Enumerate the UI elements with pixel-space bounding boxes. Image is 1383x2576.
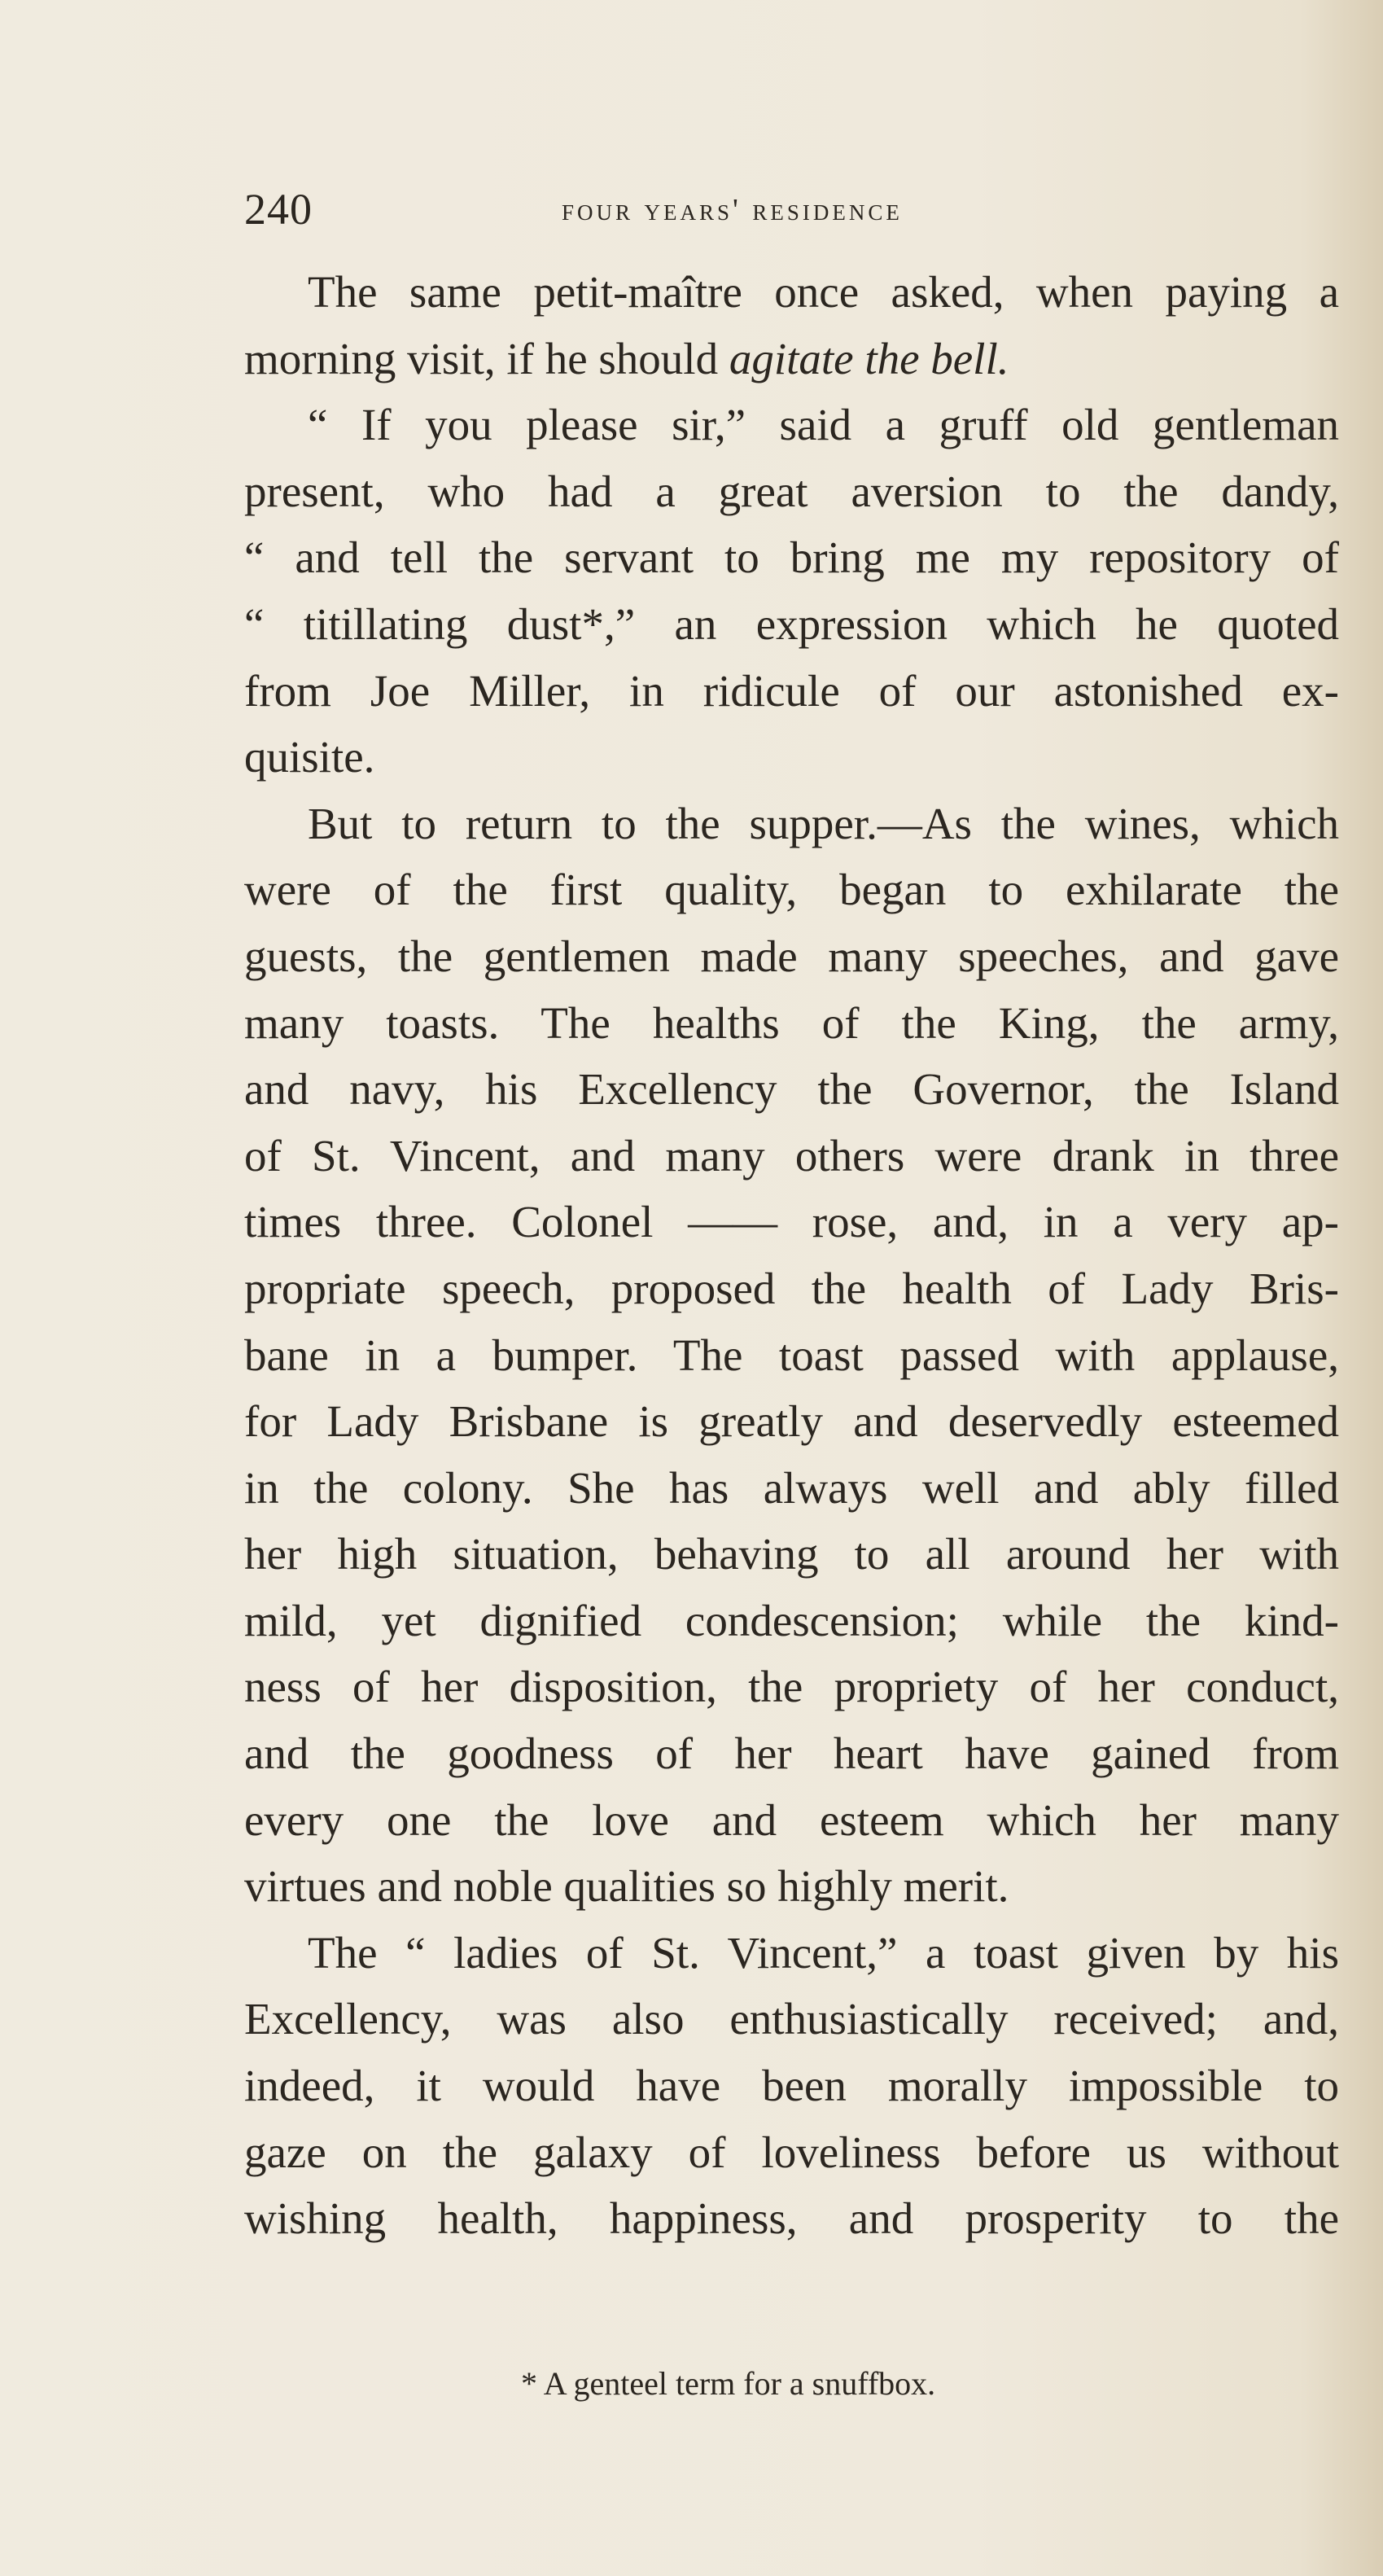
text-line: every one the love and esteem which her many [244, 1794, 1339, 1845]
text-line: “ If you please sir,” said a gruff old gentleman [308, 400, 1339, 450]
body-text [244, 259, 1339, 2252]
text-line: “ titillating dust*,” an expression which he quoted [244, 598, 1339, 649]
text-line: But to return to the supper.—As the wines, which [308, 798, 1339, 848]
text-line: present, who had a great aversion to the dandy, [244, 466, 1339, 516]
text-line: of St. Vincent, and many others were drank in three [244, 1130, 1339, 1181]
text-line [244, 326, 1339, 392]
text-line: indeed, it would have been morally impossible to [244, 2061, 1339, 2111]
text-line: gaze on the galaxy of loveliness before us without [244, 2127, 1339, 2177]
text-line: her high situation, behaving to all around her with [244, 1529, 1339, 1579]
footnote: * A genteel term for a snuffbox. [521, 2365, 936, 2402]
text-line: guests, the gentlemen made many speeches, and gave [244, 931, 1339, 981]
text-line: in the colony. She has always well and ably filled [244, 1462, 1339, 1513]
italic-phrase: agitate the bell. [729, 333, 1009, 383]
text-line: from Joe Miller, in ridicule of our astonished ex- [244, 665, 1339, 716]
text-line: mild, yet dignified condescension; while the kind- [244, 1595, 1339, 1645]
text-line: “ and tell the servant to bring me my repository of [244, 532, 1339, 583]
text-line: for Lady Brisbane is greatly and deservedly esteemed [244, 1396, 1339, 1447]
text-line: ness of her disposition, the propriety of her conduct, [244, 1662, 1339, 1712]
text-line: many toasts. The healths of the King, the army, [244, 997, 1339, 1048]
text-line: propriate speech, proposed the health of Lady Bris- [244, 1263, 1339, 1313]
text-line: The “ ladies of St. Vincent,” a toast given by his [308, 1927, 1339, 1978]
text-line: and navy, his Excellency the Governor, the Island [244, 1064, 1339, 1115]
page-number: 240 [244, 185, 313, 234]
text-line: virtues and noble qualities so highly merit. [244, 1861, 1009, 1912]
page-header [244, 181, 1099, 238]
text-line: and the goodness of her heart have gained from [244, 1728, 1339, 1779]
text-line: Excellency, was also enthusiastically received; and, [244, 1994, 1339, 2044]
text-line: times three. Colonel —— rose, and, in a very ap- [244, 1197, 1339, 1247]
text-run: morning visit, if he should [244, 333, 729, 383]
text-line: bane in a bumper. The toast passed with applause, [244, 1330, 1339, 1380]
text-line: were of the first quality, began to exhilarate the [244, 865, 1339, 915]
text-line: wishing health, happiness, and prosperity to the [244, 2193, 1339, 2244]
running-title: four years' residence [562, 193, 903, 227]
text-line: quisite. [244, 732, 375, 782]
text-line: The same petit-maître once asked, when paying a [308, 267, 1339, 317]
